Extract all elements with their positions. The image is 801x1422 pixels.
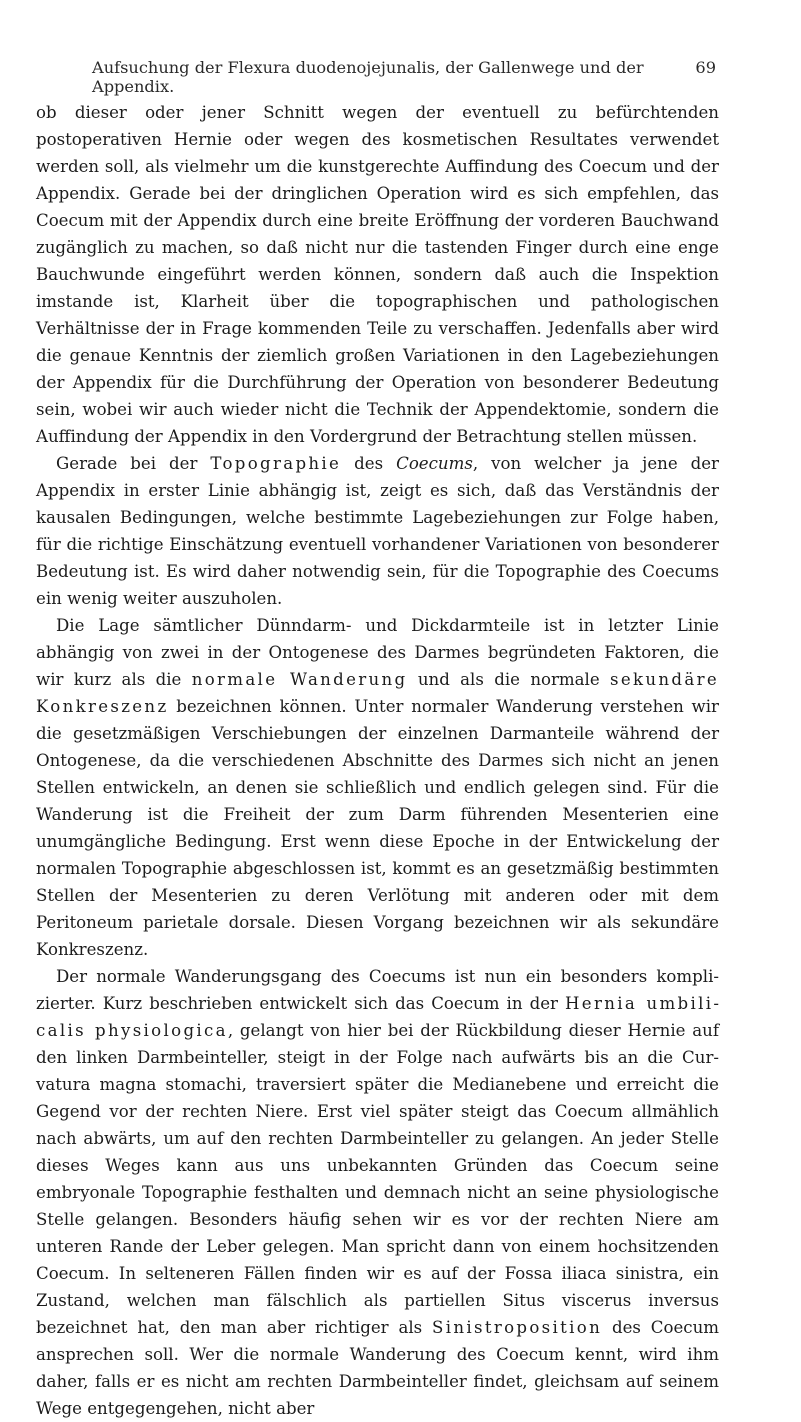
text-run: und als die normale bbox=[407, 670, 611, 689]
paragraph bbox=[36, 963, 719, 1422]
spaced-term: Topographie bbox=[210, 454, 342, 473]
running-head-title: Aufsuchung der Flexura duodenojejunalis, der Gallenwege und der Appendix. bbox=[92, 58, 644, 96]
text-run: des bbox=[341, 454, 397, 473]
spaced-term: Sinistroposition bbox=[432, 1318, 603, 1337]
paragraph bbox=[36, 612, 719, 963]
text-run: , von welcher ja jene der Appendix in erster Linie abhängig ist, zeigt es sich, daß das Verständnis der kausalen Bedingungen, welche bestimmte Lagebeziehungen zur Folge haben, für die richtige Einschätzung eventuell vorhandener Variationen von besonderer Bedeutung ist. Es wird daher notwendig sein, für die Topographie des Coecums ein wenig weiter auszuholen. bbox=[36, 454, 719, 608]
spaced-term: sekundäre Konkreszenz bbox=[36, 670, 719, 716]
text-run: ob dieser oder jener Schnitt wegen der eventuell zu befürchtenden postoperativen Hernie oder wegen des kosmetischen Resultates verwendet werden soll, als vielmehr um die kunstgerechte Auffindung des Coecum und der Appendix. Gerade bei der dringlichen Operation wird es sich empfehlen, das Coecum mit der Appendix durch eine breite Eröffnung der vorderen Bauchwand zugänglich zu machen, so daß nicht nur die tastenden Finger durch eine enge Bauchwunde eingeführt werden können, sondern daß auch die Inspektion imstande ist, Klarheit über die topographischen und pathologischen Verhältnisse der in Frage kommenden Teile zu verschaffen. Jedenfalls aber wird die genaue Kenntnis der ziemlich großen Variationen in den Lagebeziehungen der Appendix für die Durchführung der Operation von besonderer Bedeutung sein, wobei wir auch wieder nicht die Technik der Appendektomie, sondern die Auffindung der Appendix in den Vordergrund der Betrachtung stellen müssen. bbox=[36, 103, 719, 446]
text-run: , gelangt von hier bei der Rückbildung dieser Hernie auf den linken Darmbeinteller, steigt in der Folge nach aufwärts bis an die Curvatura magna stomachi, traversiert später die Medianebene und erreicht die Gegend vor der rechten Niere. Erst viel später steigt das Coecum allmählich nach abwärts, um auf den rechten Darmbeinteller zu gelangen. An jeder Stelle dieses Weges kann aus uns unbekannten Gründen das Coecum seine embryonale Topographie festhalten und demnach nicht an seine physiologische Stelle gelangen. Besonders häufig sehen wir es vor der rechten Niere am unteren Rande der Leber gelegen. Man spricht dann von einem hochsitzenden Coecum. In selteneren Fällen finden wir es auf der Fossa iliaca sinistra, ein Zustand, welchen man fälschlich als partiellen Situs viscerus inversus bezeichnet hat, den man aber richtiger als bbox=[36, 1021, 719, 1337]
text-run: bezeichnen können. Unter normaler Wanderung verstehen wir die gesetzmäßigen Verschiebungen der einzelnen Darmanteile während der Ontogenese, da die verschiedenen Abschnitte des Darmes sich nicht an jenen Stellen entwickeln, an denen sie schließlich und endlich gelegen sind. Für die Wanderung ist die Freiheit der zum Darm führenden Mesenterien eine unumgängliche Bedingung. Erst wenn diese Epoche in der Entwickelung der normalen Topographie abgeschlossen ist, kommt es an gesetzmäßig bestimmten Stellen der Mesenterien zu deren Verlötung mit anderen oder mit dem Peritoneum parietale dorsale. Diesen Vorgang bezeichnen wir als sekundäre Konkreszenz. bbox=[36, 697, 719, 959]
page-number: 69 bbox=[695, 58, 716, 77]
spaced-term: Hernia umbilicalis physiologica bbox=[36, 994, 719, 1040]
text-run: Der normale Wanderungsgang des Coecums ist nun ein besonders komplizierter. Kurz beschrieben entwickelt sich das Coecum in der bbox=[36, 967, 719, 1013]
running-head bbox=[92, 58, 716, 96]
text-run: Gerade bei der bbox=[56, 454, 211, 473]
paragraph bbox=[36, 450, 719, 612]
text-run: des Coecum ansprechen soll. Wer die normale Wanderung des Coecum kennt, wird ihm daher, falls er es nicht am rechten Darmbeinteller findet, gleichsam auf seinem Wege entgegengehen, nicht aber bbox=[36, 1318, 719, 1418]
body-text bbox=[36, 99, 719, 1422]
paragraph bbox=[36, 99, 719, 450]
italic-term: Coecums bbox=[396, 454, 473, 473]
text-run: Die Lage sämtlicher Dünndarm- und Dickdarmteile ist in letzter Linie abhängig von zwei in der Ontogenese des Darmes begründeten Faktoren, die wir kurz als die bbox=[36, 616, 719, 689]
spaced-term: normale Wanderung bbox=[191, 670, 408, 689]
